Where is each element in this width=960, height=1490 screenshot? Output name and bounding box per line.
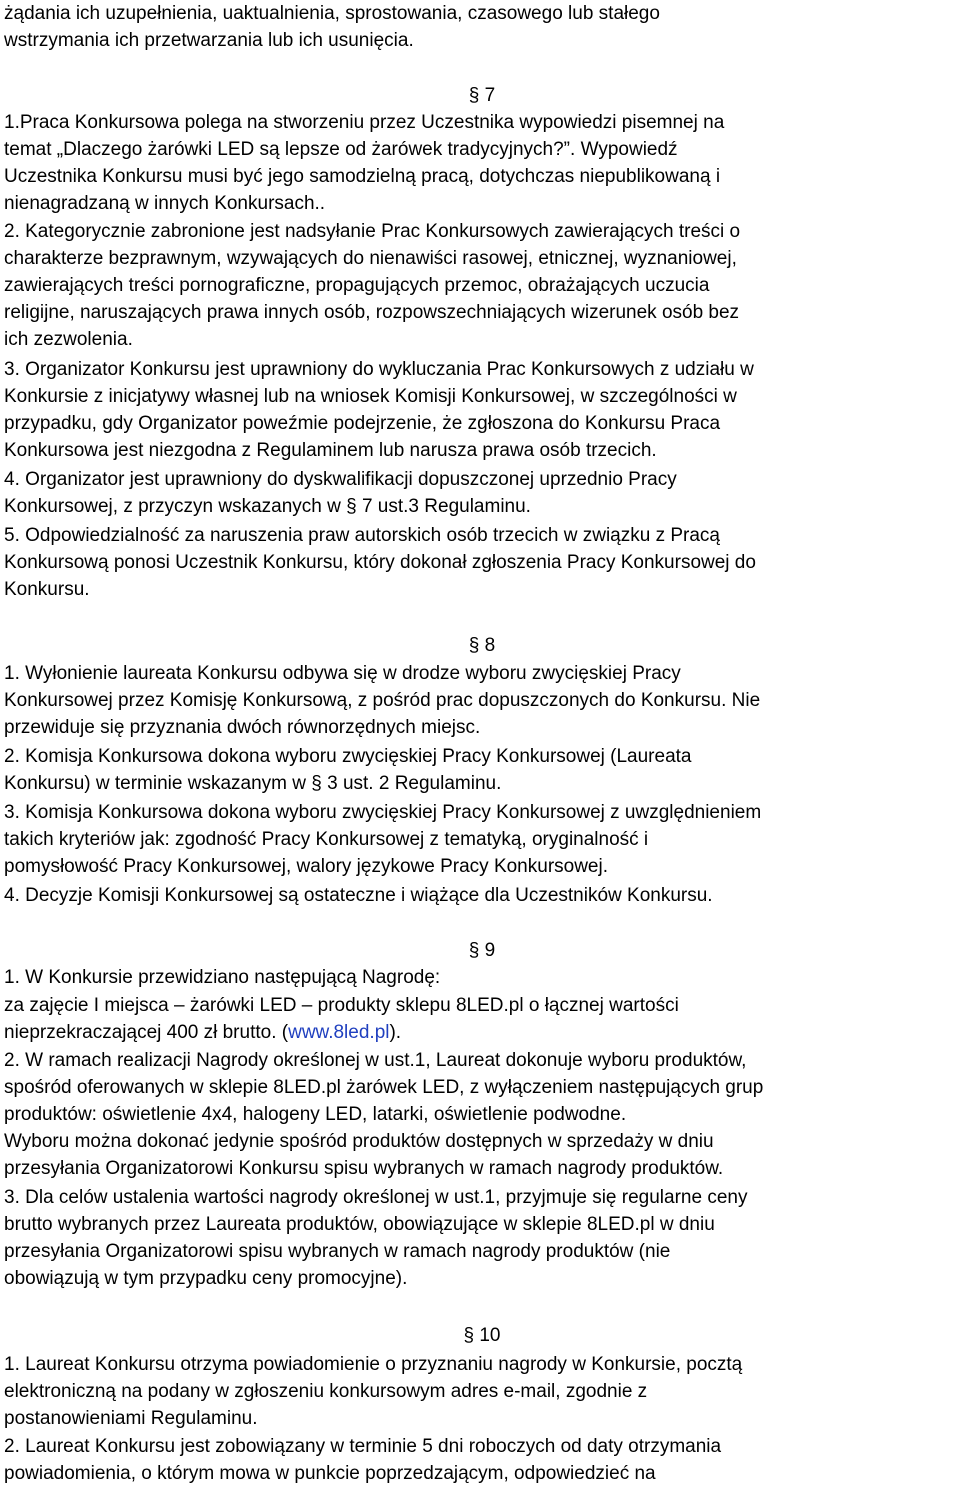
text-line: ich zezwolenia.: [4, 329, 133, 350]
text-line: 4. Decyzje Komisji Konkursowej są ostateczne i wiążące dla Uczestników Konkursu.: [4, 885, 713, 906]
text-line: postanowieniami Regulaminu.: [4, 1408, 258, 1429]
text-line: 3. Komisja Konkursowa dokona wyboru zwycięskiej Pracy Konkursowej z uwzględnieniem: [4, 802, 762, 823]
text-line: za zajęcie I miejsca – żarówki LED – produkty sklepu 8LED.pl o łącznej wartości: [4, 995, 679, 1016]
text-line: 1. W Konkursie przewidziano następującą Nagrodę:: [4, 967, 441, 988]
text-line: przewiduje się przyznania dwóch równorzędnych miejsc.: [4, 717, 481, 738]
text-line: Konkursowej, z przyczyn wskazanych w § 7 ust.3 Regulaminu.: [4, 496, 531, 517]
text-line: Konkursową ponosi Uczestnik Konkursu, który dokonał zgłoszenia Pracy Konkursowej do: [4, 552, 756, 573]
text-line: 3. Organizator Konkursu jest uprawniony do wykluczania Prac Konkursowych z udziału w: [4, 359, 754, 380]
text-line: przesyłania Organizatorowi spisu wybranych w ramach nagrody produktów (nie: [4, 1241, 671, 1262]
text-line: brutto wybranych przez Laureata produktów, obowiązujące w sklepie 8LED.pl w dniu: [4, 1214, 715, 1235]
text-line: 4. Organizator jest uprawniony do dyskwalifikacji dopuszczonej uprzednio Pracy: [4, 469, 677, 490]
section-heading-9: § 9: [468, 940, 496, 961]
text-line: charakterze bezprawnym, wzywających do nienawiści rasowej, etnicznej, wyznaniowej,: [4, 248, 737, 269]
text-segment: ).: [389, 1022, 402, 1043]
text-line: 2. Kategorycznie zabronione jest nadsyłanie Prac Konkursowych zawierających treści o: [4, 221, 741, 242]
shop-website-link[interactable]: www.8led.pl: [288, 1022, 390, 1043]
text-line: zawierających treści pornograficzne, propagujących przemoc, obrażających uczucia: [4, 275, 710, 296]
text-line: wstrzymania ich przetwarzania lub ich usunięcia.: [4, 30, 414, 51]
text-line: produktów: oświetlenie 4x4, halogeny LED, latarki, oświetlenie podwodne.: [4, 1104, 627, 1125]
section-heading-7: § 7: [468, 85, 496, 106]
text-line: obowiązują w tym przypadku ceny promocyjne).: [4, 1268, 408, 1289]
section-heading-8: § 8: [468, 635, 496, 656]
text-line: Wyboru można dokonać jedynie spośród produktów dostępnych w sprzedaży w dniu: [4, 1131, 714, 1152]
text-line: Uczestnika Konkursu musi być jego samodzielną pracą, dotychczas niepublikowaną i: [4, 166, 721, 187]
text-line: Konkursie z inicjatywy własnej lub na wniosek Komisji Konkursowej, w szczególności w: [4, 386, 737, 407]
text-line: 2. Komisja Konkursowa dokona wyboru zwycięskiej Pracy Konkursowej (Laureata: [4, 746, 692, 767]
text-line: 2. W ramach realizacji Nagrody określonej w ust.1, Laureat dokonuje wyboru produktów,: [4, 1050, 747, 1071]
text-line: religijne, naruszających prawa innych osób, rozpowszechniających wizerunek osób bez: [4, 302, 740, 323]
text-line: Konkursu.: [4, 579, 90, 600]
text-line: Konkursowej przez Komisję Konkursową, z pośród prac dopuszczonych do Konkursu. Nie: [4, 690, 761, 711]
text-line: nienagradzaną w innych Konkursach..: [4, 193, 326, 214]
text-line: 1. Laureat Konkursu otrzyma powiadomienie o przyznaniu nagrody w Konkursie, pocztą: [4, 1354, 743, 1375]
text-line: 1. Wyłonienie laureata Konkursu odbywa się w drodze wyboru zwycięskiej Pracy: [4, 663, 681, 684]
text-line: elektroniczną na podany w zgłoszeniu konkursowym adres e-mail, zgodnie z: [4, 1381, 648, 1402]
text-line: przesyłania Organizatorowi Konkursu spisu wybranych w ramach nagrody produktów.: [4, 1158, 724, 1179]
text-line: Konkursu) w terminie wskazanym w § 3 ust. 2 Regulaminu.: [4, 773, 502, 794]
text-line: 5. Odpowiedzialność za naruszenia praw autorskich osób trzecich w związku z Pracą: [4, 525, 720, 546]
text-line: pomysłowość Pracy Konkursowej, walory językowe Pracy Konkursowej.: [4, 856, 609, 877]
text-line: takich kryteriów jak: zgodność Pracy Konkursowej z tematyką, oryginalność i: [4, 829, 649, 850]
text-line: przypadku, gdy Organizator poweźmie podejrzenie, że zgłoszona do Konkursu Praca: [4, 413, 721, 434]
text-line: spośród oferowanych w sklepie 8LED.pl żarówek LED, z wyłączeniem następujących grup: [4, 1077, 764, 1098]
text-line: powiadomienia, o którym mowa w punkcie poprzedzającym, odpowiedzieć na: [4, 1463, 656, 1484]
text-line: 3. Dla celów ustalenia wartości nagrody określonej w ust.1, przyjmuje się regularne ceny: [4, 1187, 748, 1208]
text-line: 2. Laureat Konkursu jest zobowiązany w terminie 5 dni roboczych od daty otrzymania: [4, 1436, 722, 1457]
text-line: 1.Praca Konkursowa polega na stworzeniu przez Uczestnika wypowiedzi pisemnej na: [4, 112, 725, 133]
text-segment: nieprzekraczającej 400 zł brutto. (: [4, 1022, 289, 1043]
text-line: żądania ich uzupełnienia, uaktualnienia, sprostowania, czasowego lub stałego: [4, 3, 660, 24]
text-line-with-link: [4, 1019, 401, 1046]
text-line: temat „Dlaczego żarówki LED są lepsze od żarówek tradycyjnych?”. Wypowiedź: [4, 139, 678, 160]
section-heading-10: § 10: [463, 1325, 501, 1346]
text-line: Konkursowa jest niezgodna z Regulaminem lub narusza prawa osób trzecich.: [4, 440, 657, 461]
